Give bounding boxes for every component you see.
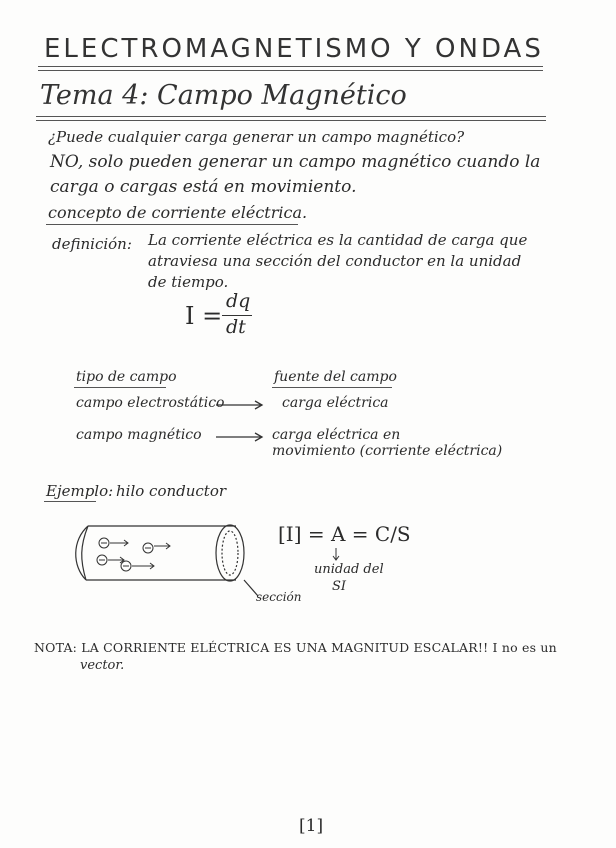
formula-denominator: dt <box>226 316 246 338</box>
units-caption-line1: unidad del <box>314 562 384 577</box>
row2-source-line1: carga eléctrica en <box>272 427 401 443</box>
arrow-down-icon <box>333 548 339 560</box>
moving-charge-icon <box>121 561 154 571</box>
course-title: ELECTROMAGNETISMO Y ONDAS <box>44 34 544 64</box>
intro-answer-line1: NO, solo pueden generar un campo magnético cuando la <box>50 152 541 172</box>
formula-lhs: I = <box>185 302 223 330</box>
row2-type: campo magnético <box>76 427 202 443</box>
topic-title: Tema 4: Campo Magnético <box>40 80 407 111</box>
intro-question: ¿Puede cualquier carga generar un campo magnético? <box>48 128 465 146</box>
section-label: sección <box>256 590 302 604</box>
arrow-right-icon <box>216 401 262 409</box>
arrow-right-icon <box>216 433 262 441</box>
units-formula: [I] = A = C/S <box>278 522 411 546</box>
formula-numerator: dq <box>226 290 251 312</box>
row1-source: carga eléctrica <box>282 395 389 411</box>
intro-answer-line2: carga o cargas está en movimiento. <box>50 177 357 197</box>
moving-charge-icon <box>143 543 170 553</box>
units-caption-line2: SI <box>332 579 347 594</box>
definition-line3: de tiempo. <box>148 273 229 291</box>
note-line1: NOTA: LA CORRIENTE ELÉCTRICA ES UNA MAGNITUD ESCALAR!! I no es un <box>34 640 557 655</box>
table-header-source: fuente del campo <box>274 369 397 385</box>
row1-type: campo electrostático <box>76 395 225 411</box>
note-line2: vector. <box>80 658 125 673</box>
example-label: Ejemplo: <box>46 482 114 500</box>
definition-line2: atraviesa una sección del conductor en la unidad <box>148 252 522 270</box>
example-text: hilo conductor <box>116 482 227 500</box>
moving-charge-icon <box>97 555 124 565</box>
definition-label: definición: <box>52 235 132 253</box>
moving-charge-icon <box>99 538 128 548</box>
table-header-type: tipo de campo <box>76 369 177 385</box>
page-number: [1] <box>299 816 324 836</box>
row2-source-line2: movimiento (corriente eléctrica) <box>272 443 503 459</box>
intro-concept: concepto de corriente eléctrica. <box>48 203 308 222</box>
definition-line1: La corriente eléctrica es la cantidad de carga que <box>148 231 528 249</box>
